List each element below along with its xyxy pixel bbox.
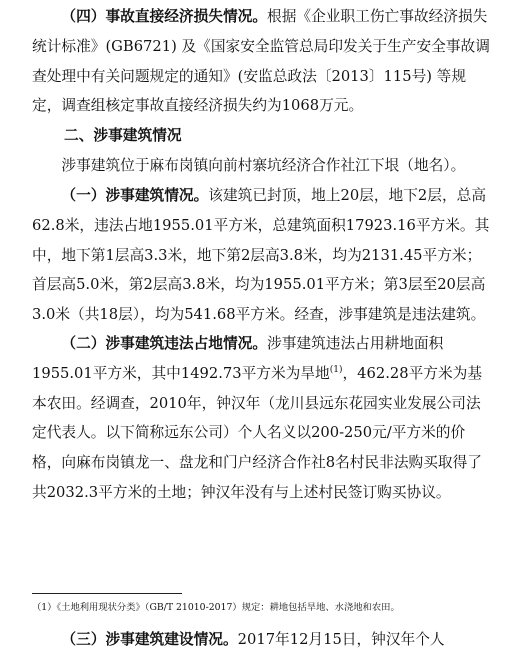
footnote: （1）《土地利用现状分类》（GB/T 21010-2017）规定：耕地包括旱地、水浇地和农田。 [32, 602, 400, 613]
paragraph-building-info [32, 181, 490, 330]
paragraph-body-continued: ，462.28平方米为基本农田。经调查，2010年，钟汉年（龙川县远东花园实业发展公司法定代表人。以下简称远东公司）个人名义以200-250元/平方米的价格，向麻布岗镇龙一、盘龙和门户经济合作社8名村民非法购买取得了共2032.3平方米的土地；钟汉年没有与上述村民签订购买协议。 [32, 364, 483, 501]
paragraph-lead: （三）涉事建筑建设情况。 [61, 631, 238, 648]
footnote-marker: (1) [329, 364, 343, 375]
paragraph-lead: （一）涉事建筑情况。 [61, 187, 209, 204]
paragraph-building-location: 涉事建筑位于麻布岗镇向前村寨坑经济合作社江下垠（地名）。 [61, 157, 466, 174]
paragraph-illegal-land-use [32, 329, 490, 508]
paragraph-body: 涉事建筑违法占用耕地面积1955.01平方米，其中1492.73平方米为旱地 [32, 335, 444, 382]
paragraph-construction [32, 625, 490, 655]
paragraph-body: 根据《企业职工伤亡事故经济损失统计标准》(GB6721) 及《国家安全监管总局印发关于生产安全事故调查处理中有关问题规定的通知》(安监总政法〔2013〕115号) 等规定，调查组核定事故直接经济损失约为1068万元。 [32, 8, 490, 115]
paragraph-direct-economic-loss [32, 2, 490, 121]
paragraph-body: 2017年12月15日，钟汉年个人 [237, 631, 445, 648]
section-heading: 二、涉事建筑情况 [64, 127, 182, 144]
paragraph-lead: （二）涉事建筑违法占地情况。 [61, 335, 268, 352]
paragraph-body: 该建筑已封顶，地上20层，地下2层，总高62.8米，违法占地1955.01平方米，总建筑面积17923.16平方米。其中，地下第1层高3.3米，地下第2层高3.8米，均为2131.45平方米；首层高5.0米，第2层高3.8米，均为1955.01平方米；第3层至20层高3.0米（共18层），均为541.68平方米。经查，涉事建筑是违法建筑。 [32, 187, 490, 324]
footnote-divider [32, 593, 182, 594]
paragraph-lead: （四）事故直接经济损失情况。 [61, 8, 268, 25]
